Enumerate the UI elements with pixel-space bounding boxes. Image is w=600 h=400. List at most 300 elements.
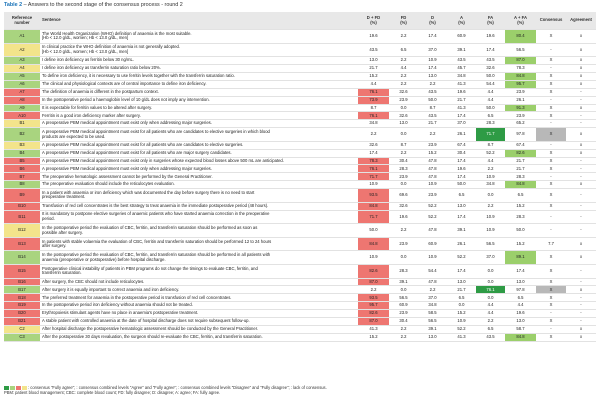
table-header-row	[4, 12, 596, 30]
row-sentence: In the postoperative period iron deficiency without anaemia should not be treated.	[40, 302, 358, 310]
cell-fa: 4.4	[476, 88, 505, 96]
cell-d: 39.1	[418, 325, 447, 333]
cell-dfd: 84.8	[358, 237, 389, 251]
cell-afa: 13.0	[505, 318, 536, 326]
cell-afa: 82.6	[505, 149, 536, 157]
table-row	[4, 165, 596, 173]
cell-dfd: 10.9	[358, 181, 389, 189]
table-footnote	[4, 385, 327, 395]
cell-dfd: 84.8	[358, 202, 389, 210]
row-sentence: Ferritin is a good iron deficiency marker after surgery.	[40, 112, 358, 120]
cell-fa: 50.0	[476, 104, 505, 112]
row-ref: B10	[4, 202, 40, 210]
cell-fa: 6.5	[476, 325, 505, 333]
row-sentence: After surgery it is equally important to correct anaemia and iron deficiency.	[40, 286, 358, 294]
cell-agreement: -	[566, 302, 596, 310]
footnote-line1: : consensus "Fully agree"; : consensus combined levels "Agree" and "Fully agree"; : consensus combined levels "Disagree" and "Fully disagree"; : lack of consensus.	[28, 385, 327, 390]
cell-a: 67.4	[447, 141, 476, 149]
cell-fa: 52.2	[476, 149, 505, 157]
cell-fa: 4.4	[476, 310, 505, 318]
table-row	[4, 318, 596, 326]
cell-d: 23.9	[418, 189, 447, 203]
cell-dfd: 13.0	[358, 57, 389, 65]
cell-dfd: 34.8	[358, 120, 389, 128]
cell-fa: 6.5	[476, 112, 505, 120]
cell-fa: 43.5	[476, 333, 505, 341]
footnote-line2: PBM: patient blood management; CBC: complete blood count; FD: fully disagree; D: disagree; A: agree; FA: fully agree.	[4, 390, 221, 395]
table-row	[4, 286, 596, 294]
row-ref: A9	[4, 104, 40, 112]
row-ref: B2	[4, 128, 40, 142]
cell-consensus: -	[536, 65, 566, 73]
row-sentence: In the postoperative period the evaluation of CBC, ferritin, and transferrin saturation should be performed as soon as possible after surgery.	[40, 224, 358, 238]
cell-fa: 2.2	[476, 318, 505, 326]
row-sentence: The World Health Organization (WHO) definition of anaemia is the most suitable. [Hb < 12.0 g/dL, women; Hb < 13.0 g/dL, men]	[40, 30, 358, 44]
cell-afa: 87.0	[505, 57, 536, 65]
header-a: A (%)	[447, 12, 476, 30]
table-row	[4, 302, 596, 310]
table-caption	[4, 2, 183, 8]
cell-agreement: x	[566, 80, 596, 88]
cell-a: 6.5	[447, 294, 476, 302]
table-row	[4, 112, 596, 120]
cell-consensus: -	[536, 43, 566, 57]
cell-fd: 0.0	[389, 286, 418, 294]
table-row	[4, 181, 596, 189]
cell-d: 34.8	[418, 302, 447, 310]
row-sentence: A preoperative PBM medical appointment must exist for all patients who are candidates to elective surgeries.	[40, 141, 358, 149]
cell-afa: 28.3	[505, 173, 536, 181]
row-sentence: In a patient with anaemia or iron deficiency which was documented the day before surgery there is no need to start preoperative treatment.	[40, 189, 358, 203]
table-row	[4, 189, 596, 203]
cell-a: 52.2	[447, 325, 476, 333]
cell-dfd: 15.2	[358, 72, 389, 80]
cell-consensus: X	[536, 80, 566, 88]
cell-afa: 91.3	[505, 104, 536, 112]
cell-d: 47.8	[418, 173, 447, 181]
cell-fa: 37.0	[476, 251, 505, 265]
cell-consensus: X	[536, 251, 566, 265]
row-sentence: The preoperative evaluation should include the reticulocytes evaluation.	[40, 181, 358, 189]
cell-agreement: -	[566, 202, 596, 210]
row-ref: A7	[4, 88, 40, 96]
cell-dfd: 43.5	[358, 43, 389, 57]
cell-agreement: x	[566, 149, 596, 157]
cell-agreement: -	[566, 96, 596, 104]
cell-agreement: x	[566, 325, 596, 333]
table-row	[4, 251, 596, 265]
row-sentence: After the postoperative 30 days revaluation, the surgeon should re-evaluate the CBC, ferritin, and transferrin saturation.	[40, 333, 358, 341]
cell-fa: 0.0	[476, 189, 505, 203]
cell-dfd: 10.9	[358, 251, 389, 265]
cell-d: 43.5	[418, 88, 447, 96]
table-row	[4, 88, 596, 96]
cell-fd: 28.3	[389, 265, 418, 279]
cell-d: 37.0	[418, 43, 447, 57]
cell-a: 6.5	[447, 189, 476, 203]
cell-consensus: X	[536, 30, 566, 44]
cell-d: 52.2	[418, 210, 447, 224]
consensus-table	[4, 12, 596, 342]
cell-dfd: 76.1	[358, 112, 389, 120]
cell-agreement: -	[566, 224, 596, 238]
cell-agreement: -	[566, 157, 596, 165]
cell-fd: 39.1	[389, 278, 418, 286]
cell-fd: 23.9	[389, 310, 418, 318]
cell-d: 37.0	[418, 294, 447, 302]
cell-a: 21.7	[447, 286, 476, 294]
cell-agreement: -	[566, 120, 596, 128]
cell-consensus: 7.7	[536, 237, 566, 251]
cell-consensus: X	[536, 202, 566, 210]
cell-d: 15.2	[418, 149, 447, 157]
cell-a: 13.0	[447, 202, 476, 210]
cell-afa: 80.4	[505, 30, 536, 44]
cell-d: 2.2	[418, 80, 447, 88]
row-ref: B15	[4, 265, 40, 279]
header-ref: Reference number	[4, 12, 40, 30]
row-ref: B3	[4, 141, 40, 149]
cell-afa: 84.8	[505, 72, 536, 80]
row-sentence: The preoperative hematologic assessment cannot be performed by the General Practitioner.	[40, 173, 358, 181]
cell-agreement: x	[566, 141, 596, 149]
row-ref: A6	[4, 80, 40, 88]
cell-afa: 26.1	[505, 96, 536, 104]
cell-a: 21.7	[447, 96, 476, 104]
row-sentence: In clinical practice the WHO definition of anaemia is not generally adopted. [Hb < 12.0 g/dL, women; Hb < 13.0 g/dL, men]	[40, 43, 358, 57]
cell-dfd: 93.5	[358, 294, 389, 302]
cell-consensus: X	[536, 294, 566, 302]
row-sentence: I define iron deficiency as ferritin below 30 ng/mL.	[40, 57, 358, 65]
cell-agreement: x	[566, 30, 596, 44]
cell-fa: 10.9	[476, 224, 505, 238]
table-row	[4, 294, 596, 302]
cell-dfd: 73.9	[358, 96, 389, 104]
cell-dfd: 71.7	[358, 173, 389, 181]
cell-afa: 6.5	[505, 294, 536, 302]
cell-afa: 15.2	[505, 202, 536, 210]
row-ref: B20	[4, 310, 40, 318]
cell-a: 17.4	[447, 210, 476, 224]
cell-consensus: X	[536, 286, 566, 294]
cell-a: 41.3	[447, 80, 476, 88]
row-ref: C3	[4, 333, 40, 341]
row-ref: B17	[4, 286, 40, 294]
cell-a: 0.0	[447, 302, 476, 310]
table-row	[4, 96, 596, 104]
cell-d: 2.2	[418, 128, 447, 142]
table-row	[4, 173, 596, 181]
cell-agreement: -	[566, 189, 596, 203]
cell-dfd: 17.4	[358, 149, 389, 157]
cell-a: 15.2	[447, 310, 476, 318]
table-row	[4, 210, 596, 224]
cell-a: 34.8	[447, 72, 476, 80]
cell-a: 41.3	[447, 333, 476, 341]
cell-fd: 8.7	[389, 141, 418, 149]
row-sentence: A preoperative PBM medical appointment must exist for all patients who are major surgery candidates.	[40, 149, 358, 157]
cell-dfd: 15.2	[358, 333, 389, 341]
cell-consensus: X	[536, 57, 566, 65]
cell-d: 13.0	[418, 333, 447, 341]
cell-fd: 2.2	[389, 149, 418, 157]
cell-fa: 54.4	[476, 80, 505, 88]
table-label: Table 2	[4, 2, 23, 8]
row-sentence: The preferred treatment for anaemia in the postoperative period is transfusion of red cell concentrates.	[40, 294, 358, 302]
row-ref: A8	[4, 96, 40, 104]
row-sentence: To define iron deficiency, it is necessary to use ferritin levels together with the transferrin saturation ratio.	[40, 72, 358, 80]
cell-dfd: 93.5	[358, 189, 389, 203]
header-d: D (%)	[418, 12, 447, 30]
row-sentence: Erythropoiesis stimulant agents have no place in anaemia's postoperative treatment.	[40, 310, 358, 318]
cell-fd: 0.0	[389, 181, 418, 189]
cell-afa: 78.3	[505, 65, 536, 73]
cell-fa: 71.7	[476, 128, 505, 142]
row-ref: A1	[4, 30, 40, 44]
cell-fd: 0.0	[389, 251, 418, 265]
cell-consensus: -	[536, 120, 566, 128]
cell-fd: 19.6	[389, 210, 418, 224]
cell-consensus: X	[536, 333, 566, 341]
cell-fa: 0.0	[476, 265, 505, 279]
row-ref: B19	[4, 302, 40, 310]
cell-fd: 2.2	[389, 30, 418, 44]
cell-fd: 30.4	[389, 318, 418, 326]
cell-consensus: X	[536, 181, 566, 189]
cell-consensus: X	[536, 157, 566, 165]
cell-a: 19.6	[447, 88, 476, 96]
row-ref: B16	[4, 278, 40, 286]
cell-agreement: x	[566, 251, 596, 265]
table-row	[4, 141, 596, 149]
table-row	[4, 224, 596, 238]
row-sentence: I define iron deficiency as transferrin saturation ratio below 20%.	[40, 65, 358, 73]
cell-afa: 97.8	[505, 128, 536, 142]
cell-afa: 17.4	[505, 265, 536, 279]
cell-consensus: -	[536, 325, 566, 333]
cell-fd: 2.2	[389, 333, 418, 341]
row-ref: C2	[4, 325, 40, 333]
row-ref: B6	[4, 165, 40, 173]
table-row	[4, 278, 596, 286]
table-row	[4, 149, 596, 157]
cell-agreement: -	[566, 310, 596, 318]
table-row	[4, 30, 596, 44]
cell-fa: 4.4	[476, 157, 505, 165]
row-ref: B11	[4, 210, 40, 224]
cell-d: 43.5	[418, 112, 447, 120]
header-agreement: Agreement	[566, 12, 596, 30]
cell-fd: 32.6	[389, 112, 418, 120]
cell-d: 10.9	[418, 251, 447, 265]
table-row	[4, 65, 596, 73]
header-fd: FD (%)	[389, 12, 418, 30]
cell-consensus: X	[536, 165, 566, 173]
cell-d: 54.4	[418, 265, 447, 279]
cell-d: 2.2	[418, 286, 447, 294]
cell-a: 60.9	[447, 30, 476, 44]
cell-fd: 0.0	[389, 128, 418, 142]
cell-fd: 32.6	[389, 88, 418, 96]
cell-consensus: X	[536, 318, 566, 326]
cell-d: 56.5	[418, 318, 447, 326]
table-title: – Answers to the second stage of the consensus process - round 2	[22, 2, 183, 8]
cell-d: 50.0	[418, 96, 447, 104]
cell-a: 19.6	[447, 165, 476, 173]
row-ref: A5	[4, 72, 40, 80]
cell-a: 17.4	[447, 265, 476, 279]
cell-afa: 56.5	[505, 43, 536, 57]
table-row	[4, 265, 596, 279]
cell-consensus: X	[536, 128, 566, 142]
cell-dfd: 2.2	[358, 286, 389, 294]
cell-fa: 10.9	[476, 173, 505, 181]
row-ref: B13	[4, 237, 40, 251]
cell-consensus: X	[536, 88, 566, 96]
cell-fa: 2.2	[476, 165, 505, 173]
cell-fd: 56.5	[389, 294, 418, 302]
row-sentence: A preoperative PBM medical appointment must exist only in surgeries whose expected blood losses above 500 mL are anticipated.	[40, 157, 358, 165]
table-row	[4, 325, 596, 333]
cell-dfd: 76.1	[358, 88, 389, 96]
cell-d: 58.5	[418, 310, 447, 318]
cell-dfd: 82.6	[358, 310, 389, 318]
row-ref: B21	[4, 318, 40, 326]
cell-dfd: 32.6	[358, 141, 389, 149]
row-sentence: In patients with stable volaemia the evaluation of CBC, ferritin and transferrin saturation should be performed 12 to 24 hours after surgery.	[40, 237, 358, 251]
cell-d: 23.9	[418, 141, 447, 149]
cell-fa: 2.2	[476, 202, 505, 210]
header-consensus: Consensus	[536, 12, 566, 30]
row-ref: A10	[4, 112, 40, 120]
cell-afa: 23.9	[505, 112, 536, 120]
cell-a: 52.2	[447, 251, 476, 265]
cell-agreement: x	[566, 72, 596, 80]
table-row	[4, 43, 596, 57]
cell-dfd: 4.4	[358, 80, 389, 88]
cell-fa: 10.9	[476, 210, 505, 224]
row-sentence: It is mandatory to postpone elective surgeries of anaemic patients who have started anaemia correction in the preoperative period.	[40, 210, 358, 224]
row-ref: B12	[4, 224, 40, 238]
cell-a: 17.4	[447, 173, 476, 181]
cell-agreement: x	[566, 43, 596, 57]
row-ref: A4	[4, 65, 40, 73]
cell-d: 21.7	[418, 120, 447, 128]
row-sentence: A stable patient with controlled anaemia at the date of hospital discharge does not require subsequent follow-up.	[40, 318, 358, 326]
table-row	[4, 72, 596, 80]
cell-a: 39.1	[447, 43, 476, 57]
cell-agreement: -	[566, 210, 596, 224]
row-sentence: A preoperative PBM medical appointment must exist only when addressing major surgeries.	[40, 165, 358, 173]
row-sentence: After surgery, the CBC should not include reticulocytes.	[40, 278, 358, 286]
cell-fd: 23.9	[389, 173, 418, 181]
cell-dfd: 50.0	[358, 224, 389, 238]
cell-dfd: 2.2	[358, 128, 389, 142]
cell-fa: 34.8	[476, 181, 505, 189]
table-row	[4, 157, 596, 165]
cell-a: 41.3	[447, 104, 476, 112]
cell-d: 13.0	[418, 72, 447, 80]
row-ref: A3	[4, 57, 40, 65]
cell-afa: 50.0	[505, 224, 536, 238]
cell-fa: 32.6	[476, 65, 505, 73]
cell-fd: 2.2	[389, 325, 418, 333]
cell-d: 17.4	[418, 30, 447, 44]
cell-afa: 95.7	[505, 80, 536, 88]
cell-d: 17.4	[418, 65, 447, 73]
cell-agreement: x	[566, 237, 596, 251]
cell-dfd: 87.0	[358, 278, 389, 286]
cell-fd: 23.9	[389, 237, 418, 251]
cell-afa: 23.9	[505, 88, 536, 96]
cell-fa: 4.4	[476, 302, 505, 310]
header-fa: FA (%)	[476, 12, 505, 30]
cell-agreement: x	[566, 128, 596, 142]
row-sentence: In the postoperative period a haemoglobin level of 10 g/dL does not imply any intervention.	[40, 96, 358, 104]
cell-a: 26.1	[447, 128, 476, 142]
cell-dfd: 21.7	[358, 65, 389, 73]
row-ref: B7	[4, 173, 40, 181]
cell-afa: 13.0	[505, 278, 536, 286]
cell-fd: 32.6	[389, 202, 418, 210]
cell-a: 26.1	[447, 237, 476, 251]
row-sentence: A preoperative PBM medical appointment must exist only when addressing major surgeries.	[40, 120, 358, 128]
cell-dfd: 76.1	[358, 165, 389, 173]
cell-fd: 4.4	[389, 65, 418, 73]
row-sentence: Postoperative clinical instability of patients in PBM programs do not change the timings to evaluate CBC, ferritin, and transferrin saturation.	[40, 265, 358, 279]
cell-fd: 2.2	[389, 80, 418, 88]
cell-d: 47.8	[418, 224, 447, 238]
cell-agreement: -	[566, 173, 596, 181]
row-sentence: It is expectable for ferritin values to be altered after surgery.	[40, 104, 358, 112]
cell-a: 13.0	[447, 278, 476, 286]
cell-consensus: X	[536, 189, 566, 203]
cell-d: 52.2	[418, 202, 447, 210]
cell-fd: 23.9	[389, 96, 418, 104]
cell-afa: 84.8	[505, 181, 536, 189]
cell-fa: 50.0	[476, 72, 505, 80]
cell-a: 30.4	[447, 149, 476, 157]
table-row	[4, 120, 596, 128]
cell-a: 39.1	[447, 224, 476, 238]
cell-consensus: X	[536, 104, 566, 112]
cell-a: 37.0	[447, 120, 476, 128]
cell-agreement: x	[566, 104, 596, 112]
cell-fd: 2.2	[389, 72, 418, 80]
cell-fd: 6.5	[389, 43, 418, 57]
cell-consensus: -	[536, 210, 566, 224]
cell-agreement: -	[566, 294, 596, 302]
cell-agreement: x	[566, 65, 596, 73]
row-sentence: Transfusion of red cell concentrates is the best strategy to treat anaemia in the immediate postoperative period (48 hours).	[40, 202, 358, 210]
cell-agreement: -	[566, 278, 596, 286]
cell-fd: 2.2	[389, 57, 418, 65]
cell-fd: 0.0	[389, 104, 418, 112]
cell-a: 17.4	[447, 112, 476, 120]
cell-a: 17.4	[447, 157, 476, 165]
cell-agreement: x	[566, 181, 596, 189]
table-row	[4, 80, 596, 88]
cell-afa: 21.7	[505, 157, 536, 165]
cell-afa: 28.3	[505, 210, 536, 224]
cell-fa: 4.4	[476, 96, 505, 104]
cell-afa: 15.2	[505, 237, 536, 251]
cell-d: 10.9	[418, 57, 447, 65]
cell-dfd: 87.0	[358, 318, 389, 326]
table-row	[4, 128, 596, 142]
table-row	[4, 57, 596, 65]
cell-d: 47.8	[418, 157, 447, 165]
